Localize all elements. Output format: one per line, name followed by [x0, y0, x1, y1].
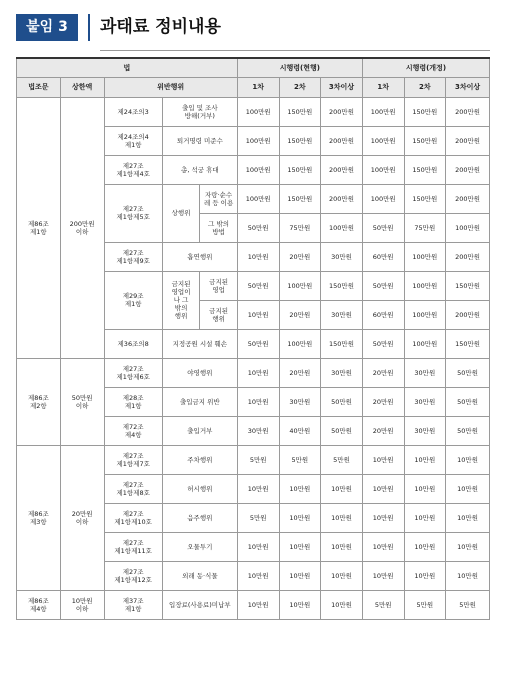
revised-fine-2: 150만원 [404, 155, 446, 184]
table-row [17, 590, 490, 619]
current-fine-3: 50만원 [321, 387, 363, 416]
current-fine-2: 20만원 [279, 300, 321, 329]
attachment-badge: 붙임 3 [16, 14, 78, 41]
revised-fine-3: 10만원 [446, 474, 490, 503]
revised-fine-2: 30만원 [404, 416, 446, 445]
violation-cell: 야영행위 [162, 358, 237, 387]
current-fine-3: 30만원 [321, 300, 363, 329]
violation-main-cell: 금지된 영업이 나 그 밖의 행위 [162, 271, 200, 329]
table-row [17, 97, 490, 126]
revised-fine-2: 30만원 [404, 358, 446, 387]
revised-fine-3: 5만원 [446, 590, 490, 619]
current-fine-1: 50만원 [237, 271, 279, 300]
revised-fine-2: 75만원 [404, 213, 446, 242]
revised-fine-2: 100만원 [404, 329, 446, 358]
revised-fine-1: 100만원 [362, 97, 404, 126]
violation-header: 위반행위 [104, 77, 237, 97]
current-fine-2: 100만원 [279, 329, 321, 358]
clause-cell: 제27조 제1항제11호 [104, 532, 162, 561]
revised-fine-2: 5만원 [404, 590, 446, 619]
clause-cell: 제27조 제1항제10호 [104, 503, 162, 532]
revised-fine-2: 30만원 [404, 387, 446, 416]
revised-fine-3: 200만원 [446, 184, 490, 213]
violation-sub-cell: 금지된 영업 [200, 271, 238, 300]
revised-fine-2: 10만원 [404, 561, 446, 590]
clause-cell: 제27조 제1항제9호 [104, 242, 162, 271]
violation-cell: 음주행위 [162, 503, 237, 532]
current-fine-3: 200만원 [321, 155, 363, 184]
revised-fine-1: 10만원 [362, 532, 404, 561]
document-header [16, 12, 490, 44]
current-fine-3: 10만원 [321, 503, 363, 532]
revised-fine-3: 50만원 [446, 387, 490, 416]
current-fine-1: 30만원 [237, 416, 279, 445]
revised-fine-3: 10만원 [446, 532, 490, 561]
current-fine-2: 150만원 [279, 97, 321, 126]
current-fine-3: 200만원 [321, 126, 363, 155]
revised-fine-1: 100만원 [362, 155, 404, 184]
revised-fine-1: 10만원 [362, 503, 404, 532]
revised-fine-1: 10만원 [362, 474, 404, 503]
current-fine-1: 10만원 [237, 300, 279, 329]
revised-fine-2: 150만원 [404, 126, 446, 155]
article-cell: 제86조 제4항 [17, 590, 61, 619]
current-fine-1: 10만원 [237, 358, 279, 387]
article-cell: 제86조 제2항 [17, 358, 61, 445]
revised-fine-3: 200만원 [446, 300, 490, 329]
revised-fine-3: 200만원 [446, 242, 490, 271]
current-fine-2: 150만원 [279, 155, 321, 184]
current-fine-2: 10만원 [279, 503, 321, 532]
current-fine-3: 50만원 [321, 416, 363, 445]
current-fine-3: 10만원 [321, 474, 363, 503]
revised-fine-3: 100만원 [446, 213, 490, 242]
violation-cell: 주차행위 [162, 445, 237, 474]
revised-fine-1: 100만원 [362, 184, 404, 213]
current-fine-2: 150만원 [279, 184, 321, 213]
revised-fine-3: 50만원 [446, 416, 490, 445]
violation-cell: 퇴거명령 미준수 [162, 126, 237, 155]
revised-fine-2: 10만원 [404, 532, 446, 561]
revised-fine-2: 100만원 [404, 242, 446, 271]
current-fine-1: 100만원 [237, 155, 279, 184]
current-fine-2: 40만원 [279, 416, 321, 445]
document-title: 과태료 정비내용 [100, 17, 221, 37]
violation-cell: 출입금지 위반 [162, 387, 237, 416]
revised-third-header: 3차이상 [446, 77, 490, 97]
current-second-header: 2차 [279, 77, 321, 97]
revised-fine-1: 50만원 [362, 271, 404, 300]
current-fine-3: 30만원 [321, 358, 363, 387]
current-fine-1: 10만원 [237, 387, 279, 416]
current-fine-3: 10만원 [321, 561, 363, 590]
current-third-header: 3차이상 [321, 77, 363, 97]
current-fine-1: 50만원 [237, 329, 279, 358]
revised-fine-3: 50만원 [446, 358, 490, 387]
current-fine-2: 10만원 [279, 590, 321, 619]
violation-cell: 흡연행위 [162, 242, 237, 271]
header-divider [88, 14, 90, 41]
limit-cell: 10만원 이하 [60, 590, 104, 619]
revised-fine-2: 100만원 [404, 271, 446, 300]
revised-fine-1: 10만원 [362, 561, 404, 590]
current-fine-3: 100만원 [321, 213, 363, 242]
current-fine-3: 30만원 [321, 242, 363, 271]
revised-fine-1: 20만원 [362, 416, 404, 445]
revised-fine-2: 100만원 [404, 300, 446, 329]
violation-main-cell: 상행위 [162, 184, 200, 242]
revised-fine-2: 150만원 [404, 97, 446, 126]
violation-cell: 허시행위 [162, 474, 237, 503]
clause-cell: 제29조 제1항 [104, 271, 162, 329]
revised-header: 시행령(개정) [362, 58, 489, 77]
current-fine-1: 100만원 [237, 126, 279, 155]
current-fine-2: 10만원 [279, 561, 321, 590]
revised-fine-3: 10만원 [446, 561, 490, 590]
current-fine-1: 10만원 [237, 590, 279, 619]
violation-cell: 지정공원 시설 훼손 [162, 329, 237, 358]
current-fine-2: 30만원 [279, 387, 321, 416]
violation-cell: 출입거부 [162, 416, 237, 445]
current-fine-1: 10만원 [237, 474, 279, 503]
current-fine-1: 10만원 [237, 242, 279, 271]
current-fine-1: 10만원 [237, 532, 279, 561]
revised-fine-3: 150만원 [446, 329, 490, 358]
revised-fine-3: 200만원 [446, 97, 490, 126]
revised-fine-3: 200만원 [446, 126, 490, 155]
clause-cell: 제37조 제1항 [104, 590, 162, 619]
article-cell: 제86조 제3항 [17, 445, 61, 590]
clause-cell: 제24조의3 [104, 97, 162, 126]
article-cell: 제86조 제1항 [17, 97, 61, 358]
title-underline [100, 50, 490, 51]
current-fine-2: 150만원 [279, 126, 321, 155]
current-fine-3: 10만원 [321, 590, 363, 619]
revised-fine-2: 10만원 [404, 503, 446, 532]
revised-fine-3: 200만원 [446, 155, 490, 184]
limit-cell: 50만원 이하 [60, 358, 104, 445]
violation-cell: 외래 동·식물 [162, 561, 237, 590]
revised-fine-1: 5만원 [362, 590, 404, 619]
clause-cell: 제28조 제1항 [104, 387, 162, 416]
violation-sub-cell: 금지된 행위 [200, 300, 238, 329]
clause-cell: 제27조 제1항제12호 [104, 561, 162, 590]
current-fine-2: 100만원 [279, 271, 321, 300]
revised-first-header: 1차 [362, 77, 404, 97]
current-fine-1: 5만원 [237, 503, 279, 532]
current-fine-1: 50만원 [237, 213, 279, 242]
revised-fine-2: 10만원 [404, 445, 446, 474]
clause-cell: 제27조 제1항제7호 [104, 445, 162, 474]
current-fine-1: 10만원 [237, 561, 279, 590]
clause-cell: 제27조 제1항제5호 [104, 184, 162, 242]
law-header: 법 [17, 58, 238, 77]
revised-fine-3: 150만원 [446, 271, 490, 300]
clause-cell: 제27조 제1항제4호 [104, 155, 162, 184]
revised-fine-1: 50만원 [362, 213, 404, 242]
current-header: 시행령(현행) [237, 58, 362, 77]
revised-fine-1: 20만원 [362, 358, 404, 387]
current-fine-2: 20만원 [279, 358, 321, 387]
clause-cell: 제27조 제1항제8호 [104, 474, 162, 503]
current-fine-1: 5만원 [237, 445, 279, 474]
revised-fine-1: 50만원 [362, 329, 404, 358]
penalty-table [16, 57, 490, 620]
current-fine-3: 200만원 [321, 97, 363, 126]
revised-fine-1: 20만원 [362, 387, 404, 416]
revised-fine-1: 60만원 [362, 242, 404, 271]
violation-cell: 오물투기 [162, 532, 237, 561]
limit-cell: 20만원 이하 [60, 445, 104, 590]
current-fine-3: 150만원 [321, 271, 363, 300]
revised-fine-3: 10만원 [446, 503, 490, 532]
clause-cell: 제72조 제4항 [104, 416, 162, 445]
current-fine-3: 150만원 [321, 329, 363, 358]
violation-cell: 출입 및 조사 방해(거부) [162, 97, 237, 126]
article-header: 법조문 [17, 77, 61, 97]
current-fine-1: 100만원 [237, 184, 279, 213]
current-fine-2: 10만원 [279, 532, 321, 561]
table-row [17, 358, 490, 387]
current-fine-1: 100만원 [237, 97, 279, 126]
revised-fine-3: 10만원 [446, 445, 490, 474]
revised-fine-2: 150만원 [404, 184, 446, 213]
current-fine-2: 75만원 [279, 213, 321, 242]
revised-second-header: 2차 [404, 77, 446, 97]
violation-sub-cell: 그 밖의 방법 [200, 213, 238, 242]
current-fine-3: 200만원 [321, 184, 363, 213]
limit-cell: 200만원 이하 [60, 97, 104, 358]
current-fine-2: 10만원 [279, 474, 321, 503]
current-fine-3: 5만원 [321, 445, 363, 474]
clause-cell: 제24조의4 제1항 [104, 126, 162, 155]
revised-fine-1: 100만원 [362, 126, 404, 155]
current-fine-3: 10만원 [321, 532, 363, 561]
revised-fine-1: 10만원 [362, 445, 404, 474]
current-first-header: 1차 [237, 77, 279, 97]
current-fine-2: 20만원 [279, 242, 321, 271]
current-fine-2: 5만원 [279, 445, 321, 474]
limit-header: 상한액 [60, 77, 104, 97]
clause-cell: 제27조 제1항제6호 [104, 358, 162, 387]
revised-fine-1: 60만원 [362, 300, 404, 329]
violation-cell: 총, 석궁 휴대 [162, 155, 237, 184]
revised-fine-2: 10만원 [404, 474, 446, 503]
violation-sub-cell: 자랑·순수 레 등 이용 [200, 184, 238, 213]
violation-cell: 입장료(사용료)미납부 [162, 590, 237, 619]
clause-cell: 제36조의8 [104, 329, 162, 358]
table-row [17, 445, 490, 474]
